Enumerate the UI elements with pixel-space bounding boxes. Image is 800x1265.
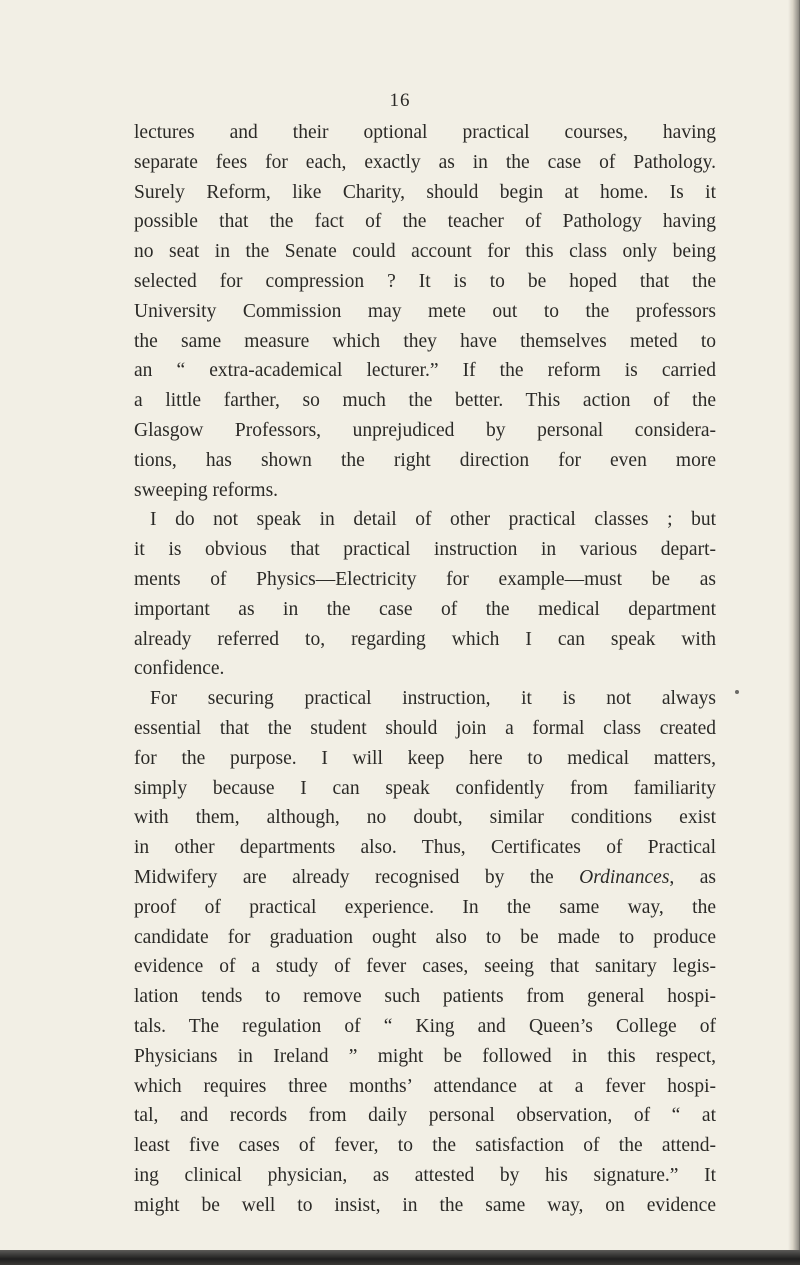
text-line: tal, and records from daily personal observation, of “ at: [134, 1105, 716, 1127]
text-line: Physicians in Ireland ” might be followed in this respect,: [134, 1045, 716, 1067]
text-line: separate fees for each, exactly as in the case of Pathology.: [134, 151, 716, 173]
page-edge-shadow: [788, 0, 800, 1265]
ink-speck: [735, 690, 739, 694]
text-line: candidate for graduation ought also to be made to produce: [134, 926, 716, 948]
text-line: with them, although, no doubt, similar conditions exist: [134, 807, 716, 829]
text-line: lectures and their optional practical courses, having: [134, 122, 716, 143]
text-line: University Commission may mete out to the professors: [134, 300, 716, 322]
text-line: no seat in the Senate could account for this class only being: [134, 241, 716, 263]
text-line: possible that the fact of the teacher of Pathology having: [134, 211, 716, 233]
text-line: least five cases of fever, to the satisfaction of the attend-: [134, 1135, 716, 1157]
text-line: already referred to, regarding which I can speak with: [134, 628, 716, 650]
text-line: Surely Reform, like Charity, should begin at home. Is it: [134, 181, 716, 203]
text-line: sweeping reforms.: [134, 479, 279, 501]
text-line: important as in the case of the medical department: [134, 598, 716, 620]
text-line: For securing practical instruction, it is not always: [150, 688, 716, 710]
italic-term: Ordinances: [579, 866, 670, 888]
text-line: ing clinical physician, as attested by his signature.” It: [134, 1164, 716, 1186]
scan-bottom-edge: [0, 1250, 800, 1265]
text-line: an “ extra-academical lecturer.” If the reform is carried: [134, 360, 716, 382]
text-line: which requires three months’ attendance at a fever hospi-: [134, 1075, 716, 1097]
text-line: in other departments also. Thus, Certificates of Practical: [134, 837, 716, 859]
text-line: tions, has shown the right direction for even more: [134, 449, 716, 471]
text-line: it is obvious that practical instruction in various depart-: [134, 539, 716, 561]
text-line: Glasgow Professors, unprejudiced by personal considera-: [134, 419, 716, 441]
text-line: proof of practical experience. In the same way, the: [134, 896, 716, 918]
page-number: 16: [389, 90, 411, 111]
text-line: evidence of a study of fever cases, seeing that sanitary legis-: [134, 956, 716, 978]
text-line: ments of Physics—Electricity for example—must be as: [134, 568, 716, 590]
text-line: tals. The regulation of “ King and Queen’s College of: [134, 1015, 716, 1037]
text-line: I do not speak in detail of other practical classes ; but: [150, 509, 716, 531]
text-line: simply because I can speak confidently from familiarity: [134, 777, 716, 799]
text-line: confidence.: [134, 658, 225, 680]
text-line: might be well to insist, in the same way, on evidence: [134, 1194, 716, 1216]
text-line: lation tends to remove such patients from general hospi-: [134, 986, 716, 1008]
text-line: essential that the student should join a formal class created: [134, 717, 716, 739]
text-line: a little farther, so much the better. This action of the: [134, 390, 716, 412]
text-line: Midwifery are already recognised by the Ordinances, as: [134, 866, 716, 888]
text-line: for the purpose. I will keep here to medical matters,: [134, 747, 716, 769]
text-line: the same measure which they have themselves meted to: [134, 330, 716, 352]
text-line: selected for compression ? It is to be hoped that the: [134, 270, 716, 292]
body-text: [134, 118, 716, 1220]
